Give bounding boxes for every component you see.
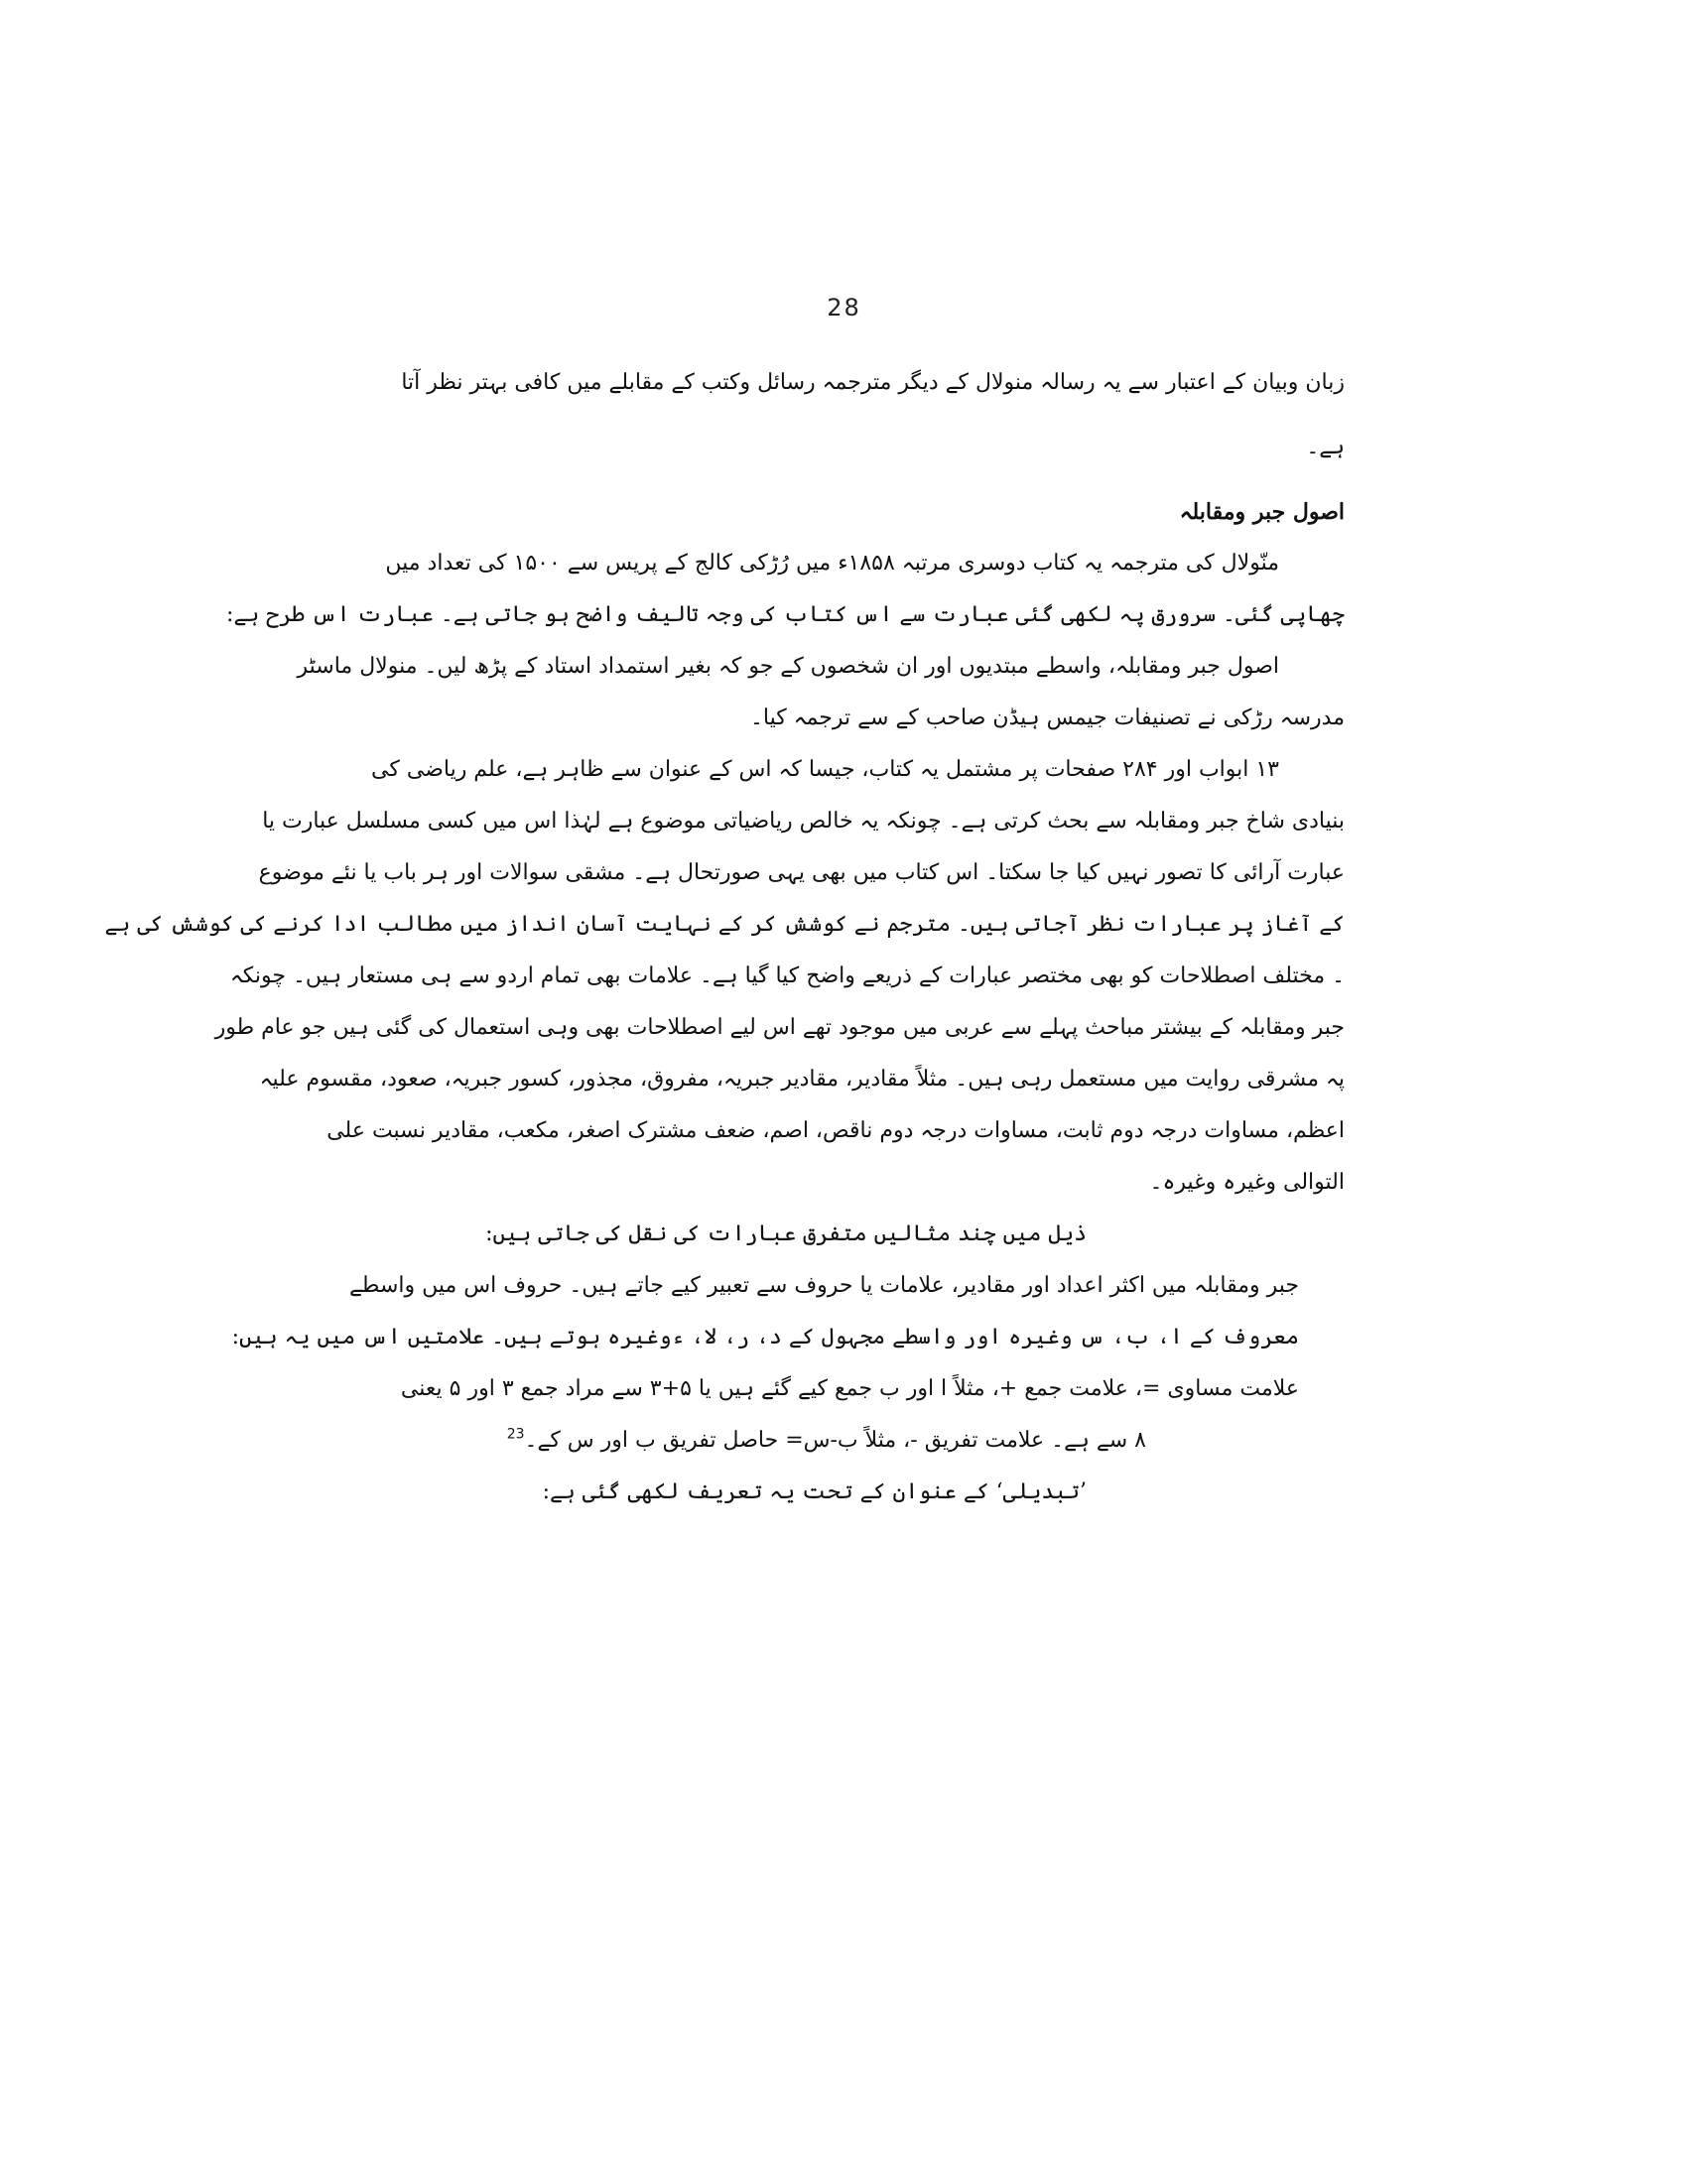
paragraph-line: ذیل میں چند مثالیں متفرق عبارات کی نقل کی جاتی ہیں: [485,1221,1087,1246]
quote-line: جبر ومقابلہ میں اکثر اعداد اور مقادیر، علامات یا حروف سے تعبیر کیے جاتے ہیں۔ حروف اس میں واسطے [349,1273,1299,1298]
paragraph-line: عبارت آرائی کا تصور نہیں کیا جا سکتا۔ اس کتاب میں بھی یہی صورتحال ہے۔ مشقی سوالات اور ہر باب یا نئے موضوع [258,860,1345,885]
paragraph-line: منّولال کی مترجمہ یہ کتاب دوسری مرتبہ ۱۸۵۸ء میں رُڑکی کالج کے پریس سے ۱۵۰۰ کی تعداد میں [385,551,1279,576]
footnote-reference: 23 [506,1426,525,1443]
paragraph-line: پہ مشرقی روایت میں مستعمل رہی ہیں۔ مثلاً مقادیر، مقادیر جبریہ، مفروق، مجذور، کسور جبریہ، صعود، مقسوم علیہ [259,1067,1345,1092]
quote-line [352,1415,1345,1467]
quote-line-text: ۸ سے ہے۔ علامت تفریق -، مثلاً ب-س= حاصل تفریق ب اور س کے۔ [524,1428,1146,1453]
paragraph-line: ۱۳ ابواب اور ۲۸۴ صفحات پر مشتمل یہ کتاب، جیسا کہ اس کے عنوان سے ظاہر ہے، علم ریاضی کی [371,757,1279,782]
paragraph-line: اصول جبر ومقابلہ، واسطے مبتدیوں اور ان شخصوں کے جو کہ بغیر استمداد استاد کے پڑھ لیں۔ منولال ماسٹر [297,654,1279,679]
section-heading: اصول جبر ومقابلہ [1179,499,1345,525]
paragraph-line: ۔ مختلف اصطلاحات کو بھی مختصر عبارات کے ذریعے واضح کیا گیا ہے۔ علامات بھی تمام اردو سے ہی مستعار ہیں۔ چونکہ [229,964,1345,988]
paragraph-line: بنیادی شاخ جبر ومقابلہ سے بحث کرتی ہے۔ چونکہ یہ خالص ریاضیاتی موضوع ہے لہٰذا اس میں کسی مسلسل عبارت یا [262,809,1345,834]
paragraph-line: ’تبدیلی‘ کے عنوان کے تحت یہ تعریف لکھی گئی ہے: [542,1479,1087,1504]
paragraph-line: اعظم، مساوات درجہ دوم ثابت، مساوات درجہ دوم ناقص، اصم، ضعف مشترک اصغر، مکعب، مقادیر نسبت علی [326,1118,1345,1143]
paragraph-line: ہے۔ [1306,435,1345,459]
paragraph-line: جبر ومقابلہ کے بیشتر مباحث پہلے سے عربی میں موجود تھے اس لیے اصطلاحات بھی وہی استعمال کی گئی ہیں جو عام طور [214,1015,1345,1040]
paragraph-line: التوالی وغیرہ وغیرہ۔ [1149,1170,1345,1195]
paragraph-line: مدرسہ رڑکی نے تصنیفات جیمس ہیڈن صاحب کے سے ترجمہ کیا۔ [750,706,1345,730]
page-body [104,357,1345,1518]
paragraph-line: زبان وبیان کے اعتبار سے یہ رسالہ منولال کے دیگر مترجمہ رسائل وکتب کے مقابلے میں کافی بہتر نظر آتا [401,370,1345,395]
quote-line: معروف کے ا، ب، س وغیرہ اور واسطے مجہول کے د، ر، لا، ءوغیرہ ہوتے ہیں۔ علامتیں اس میں یہ ہیں: [231,1325,1299,1349]
quote-line: علامت مساوی =، علامت جمع +، مثلاً ا اور ب جمع کیے گئے ہیں یا ۵+۳ سے مراد جمع ۳ اور ۵ یعنی [400,1376,1299,1401]
paragraph-line: چھاپی گئی۔ سرورق پہ لکھی گئی عبارت سے اس کتاب کی وجہ تالیف واضح ہو جاتی ہے۔ عبارت اس طرح ہے: [226,602,1345,627]
paragraph-line: کے آغاز پر عبارات نظر آجاتی ہیں۔ مترجم نے کوشش کر کے نہایت آسان انداز میں مطالب ادا کرنے کی کوشش کی ہے [104,912,1345,937]
page-number: 28 [827,294,861,321]
